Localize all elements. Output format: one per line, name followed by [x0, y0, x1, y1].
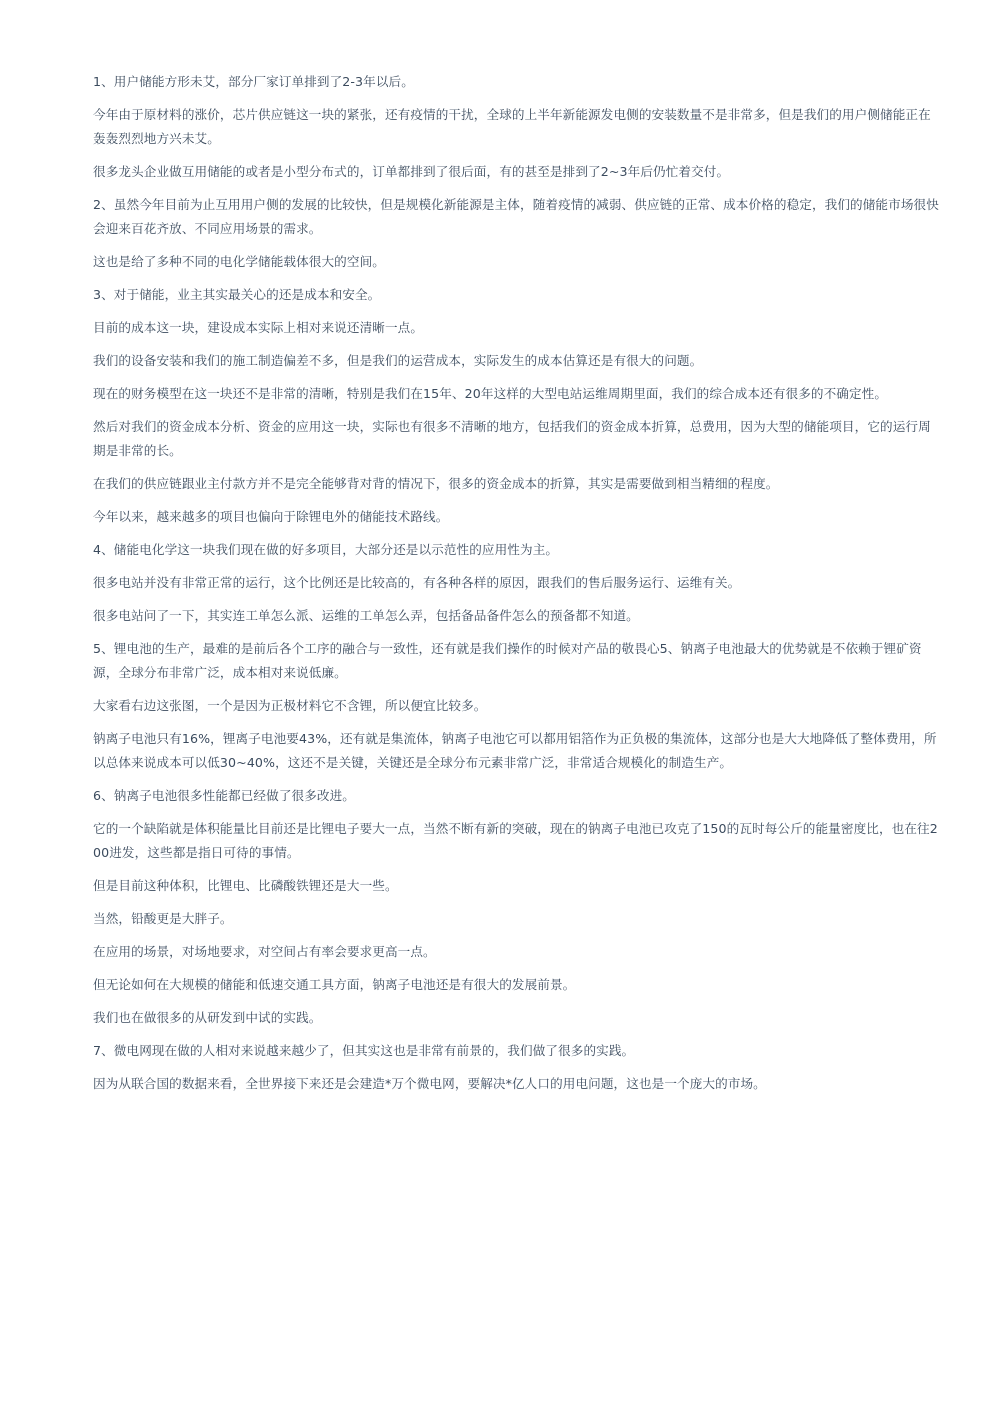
- paragraph: 5、锂电池的生产，最难的是前后各个工序的融合与一致性，还有就是我们操作的时候对产品的敬畏心5、钠离子电池最大的优势就是不依赖于锂矿资源，全球分布非常广泛，成本相对来说低廉。: [93, 641, 922, 680]
- paragraph: 在应用的场景，对场地要求，对空间占有率会要求更高一点。: [93, 944, 436, 959]
- paragraph: 6、钠离子电池很多性能都已经做了很多改进。: [93, 788, 355, 803]
- paragraph: 当然，铅酸更是大胖子。: [93, 911, 233, 926]
- paragraph: 然后对我们的资金成本分析、资金的应用这一块，实际也有很多不清晰的地方，包括我们的资金成本折算，总费用，因为大型的储能项目，它的运行周期是非常的长。: [93, 419, 931, 458]
- paragraph: 今年由于原材料的涨价，芯片供应链这一块的紧张，还有疫情的干扰，全球的上半年新能源发电侧的安装数量不是非常多，但是我们的用户侧储能正在轰轰烈烈地方兴未艾。: [93, 107, 931, 146]
- paragraph: 钠离子电池只有16%，锂离子电池要43%，还有就是集流体，钠离子电池它可以都用铝箔作为正负极的集流体，这部分也是大大地降低了整体费用，所以总体来说成本可以低30~40%，这还不是关键，关键还是全球分布元素非常广泛，非常适合规模化的制造生产。: [93, 731, 937, 770]
- document-body: [93, 70, 943, 1105]
- paragraph: 3、对于储能，业主其实最关心的还是成本和安全。: [93, 287, 381, 302]
- paragraph: 1、用户储能方形未艾，部分厂家订单排到了2-3年以后。: [93, 74, 414, 89]
- paragraph: 但是目前这种体积，比锂电、比磷酸铁锂还是大一些。: [93, 878, 398, 893]
- paragraph: 这也是给了多种不同的电化学储能载体很大的空间。: [93, 254, 385, 269]
- paragraph: 4、储能电化学这一块我们现在做的好多项目，大部分还是以示范性的应用性为主。: [93, 542, 559, 557]
- paragraph: 它的一个缺陷就是体积能量比目前还是比锂电子要大一点，当然不断有新的突破，现在的钠离子电池已攻克了150的瓦时每公斤的能量密度比，也在往200进发，这些都是指日可待的事情。: [93, 821, 938, 860]
- paragraph: 目前的成本这一块，建设成本实际上相对来说还清晰一点。: [93, 320, 424, 335]
- paragraph: 但无论如何在大规模的储能和低速交通工具方面，钠离子电池还是有很大的发展前景。: [93, 977, 576, 992]
- paragraph: 我们也在做很多的从研发到中试的实践。: [93, 1010, 322, 1025]
- paragraph: 很多电站问了一下，其实连工单怎么派、运维的工单怎么弄，包括备品备件怎么的预备都不知道。: [93, 608, 639, 623]
- paragraph: 在我们的供应链跟业主付款方并不是完全能够背对背的情况下，很多的资金成本的折算，其实是需要做到相当精细的程度。: [93, 476, 779, 491]
- paragraph: 7、微电网现在做的人相对来说越来越少了，但其实这也是非常有前景的，我们做了很多的实践。: [93, 1043, 635, 1058]
- paragraph: 因为从联合国的数据来看，全世界接下来还是会建造*万个微电网，要解决*亿人口的用电问题，这也是一个庞大的市场。: [93, 1076, 766, 1091]
- paragraph: 我们的设备安装和我们的施工制造偏差不多，但是我们的运营成本，实际发生的成本估算还是有很大的问题。: [93, 353, 703, 368]
- paragraph: 今年以来，越来越多的项目也偏向于除锂电外的储能技术路线。: [93, 509, 449, 524]
- paragraph: 2、虽然今年目前为止互用用户侧的发展的比较快，但是规模化新能源是主体，随着疫情的减弱、供应链的正常、成本价格的稳定，我们的储能市场很快会迎来百花齐放、不同应用场景的需求。: [93, 197, 939, 236]
- paragraph: 大家看右边这张图，一个是因为正极材料它不含锂，所以便宜比较多。: [93, 698, 487, 713]
- paragraph: 很多龙头企业做互用储能的或者是小型分布式的，订单都排到了很后面，有的甚至是排到了2~3年后仍忙着交付。: [93, 164, 730, 179]
- paragraph: 现在的财务模型在这一块还不是非常的清晰，特别是我们在15年、20年这样的大型电站运维周期里面，我们的综合成本还有很多的不确定性。: [93, 386, 888, 401]
- paragraph: 很多电站并没有非常正常的运行，这个比例还是比较高的，有各种各样的原因，跟我们的售后服务运行、运维有关。: [93, 575, 741, 590]
